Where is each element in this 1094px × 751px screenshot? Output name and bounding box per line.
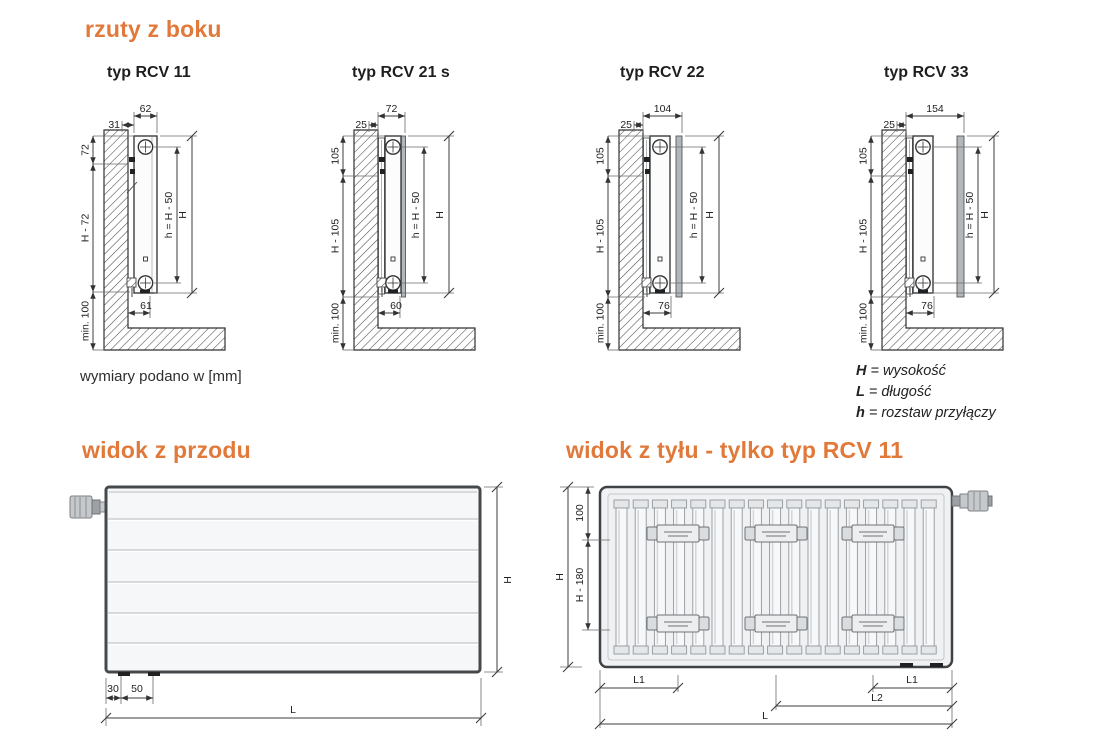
fin-segment <box>921 500 936 508</box>
fin-segment <box>768 646 783 654</box>
dim-connection: 61 <box>140 300 152 312</box>
heading-rear-view: widok z tyłu - tylko typ RCV 11 <box>566 437 904 463</box>
fin-segment <box>825 500 840 508</box>
fin-segment <box>748 646 763 654</box>
dim-height: H <box>979 211 991 219</box>
units-caption: wymiary podano w [mm] <box>80 368 242 385</box>
dim-l2: L2 <box>871 692 883 704</box>
dim-wall-mid: H - 105 <box>594 218 607 254</box>
fin-segment <box>672 646 687 654</box>
legend-definition: = rozstaw przyłączy <box>868 405 996 421</box>
legend-symbol: L <box>856 384 865 400</box>
legend-item-H <box>856 361 996 382</box>
dim-l1-right: L1 <box>906 674 918 686</box>
fin-segment <box>904 508 915 646</box>
fin-segment <box>883 646 898 654</box>
dim-depth: 62 <box>139 103 152 115</box>
fin-segment <box>921 646 936 654</box>
dim-wall-bottom: min. 100 <box>329 302 342 344</box>
dim-length: L <box>762 710 768 722</box>
wall-and-floor <box>882 130 1003 350</box>
fin-segment <box>729 646 744 654</box>
wall-and-floor <box>354 130 475 350</box>
dim-height: H <box>177 211 189 219</box>
dim-spacing: h = H - 50 <box>410 191 422 239</box>
dim-connection: 76 <box>921 300 933 312</box>
dim-offset: 25 <box>355 119 367 131</box>
dim-spacing: h = H - 50 <box>688 191 700 239</box>
dim-offset: 31 <box>108 119 120 131</box>
radiator-section <box>905 136 964 297</box>
dim-depth: 154 <box>926 103 944 115</box>
fin-segment <box>864 646 879 654</box>
dim-wall-top: 105 <box>329 147 342 165</box>
fin-segment <box>710 646 725 654</box>
type-label-rcv22: typ RCV 22 <box>620 64 705 81</box>
dim-l1-left: L1 <box>633 674 645 686</box>
side-view-rcv11-diagram <box>80 100 320 365</box>
dim-depth: 104 <box>653 103 672 115</box>
mounting-bracket <box>647 615 709 632</box>
dim-height: H <box>554 573 566 581</box>
fin-segment <box>731 508 742 646</box>
fin-segment <box>633 646 648 654</box>
dim-wall-top: 72 <box>79 144 92 156</box>
fin-segment <box>923 508 934 646</box>
fin-segment <box>806 500 821 508</box>
radiator-section <box>127 136 157 297</box>
dim-height: H <box>434 211 446 219</box>
fin-segment <box>864 500 879 508</box>
fin-segment <box>902 500 917 508</box>
dim-wall-top: 105 <box>594 147 607 165</box>
dim-offset: 25 <box>883 119 895 131</box>
dim-foot-50: 50 <box>131 683 143 695</box>
fin-segment <box>691 500 706 508</box>
legend-definition: = wysokość <box>870 363 946 379</box>
legend-symbol: H <box>856 363 867 379</box>
bottom-valve <box>127 276 153 297</box>
fin-segment <box>808 508 819 646</box>
rear-valve <box>952 491 992 511</box>
wall-and-floor <box>104 130 225 350</box>
fin-segment <box>748 500 763 508</box>
fin-segment <box>844 646 859 654</box>
fin-segment <box>616 508 627 646</box>
dim-top-100: 100 <box>574 504 586 522</box>
legend-item-h <box>856 403 996 424</box>
dim-connection: 60 <box>390 300 402 312</box>
legend <box>856 361 996 424</box>
dim-spacing: h = H - 50 <box>964 191 976 239</box>
side-view-rcv33-diagram <box>858 100 1094 365</box>
heading-front-view: widok z przodu <box>82 437 251 463</box>
fin-segment <box>729 500 744 508</box>
dim-spacing: h = H - 50 <box>163 191 175 239</box>
fin-segment <box>652 646 667 654</box>
legend-item-L <box>856 382 996 403</box>
dim-wall-top: 105 <box>857 147 870 165</box>
dim-connection: 76 <box>658 300 670 312</box>
dim-wall-bottom: min. 100 <box>594 302 607 344</box>
dim-wall-mid: H - 105 <box>329 218 342 254</box>
fin-segment <box>844 500 859 508</box>
dim-depth: 72 <box>385 103 398 115</box>
front-view-diagram <box>60 470 540 751</box>
legend-symbol: h <box>856 405 865 421</box>
dim-height: H <box>502 576 514 584</box>
fin-segment <box>806 646 821 654</box>
fin-segment <box>712 508 723 646</box>
type-label-rcv21s: typ RCV 21 s <box>352 64 450 81</box>
radiator-section <box>377 136 406 297</box>
dim-wall-bottom: min. 100 <box>79 300 92 342</box>
dim-length: L <box>290 704 296 716</box>
side-view-rcv21s-diagram <box>330 100 570 365</box>
mounting-bracket <box>647 525 709 542</box>
fin-segment <box>614 500 629 508</box>
dim-mid-h180: H - 180 <box>574 567 586 603</box>
dim-offset-30: 30 <box>107 683 119 695</box>
type-label-rcv33: typ RCV 33 <box>884 64 969 81</box>
fin-segment <box>787 646 802 654</box>
fin-segment <box>635 508 646 646</box>
fin-segment <box>691 646 706 654</box>
legend-definition: = długość <box>868 384 932 400</box>
fin-segment <box>710 500 725 508</box>
thermostat-valve <box>70 496 106 518</box>
dim-offset: 25 <box>620 119 632 131</box>
side-view-rcv22-diagram <box>595 100 835 365</box>
mounting-bracket <box>842 525 904 542</box>
fin-segment <box>787 500 802 508</box>
fin-segment <box>672 500 687 508</box>
radiator-front-panel <box>106 487 480 676</box>
dim-wall-mid: H - 72 <box>79 213 92 243</box>
fin-segment <box>883 500 898 508</box>
dim-wall-bottom: min. 100 <box>857 302 870 344</box>
fin-segment <box>825 646 840 654</box>
mounting-bracket <box>842 615 904 632</box>
mounting-bracket <box>745 525 807 542</box>
rear-view-diagram <box>552 470 1092 751</box>
fin-segment <box>633 500 648 508</box>
mounting-bracket <box>745 615 807 632</box>
fin-segment <box>827 508 838 646</box>
dim-wall-mid: H - 105 <box>857 218 870 254</box>
dim-height: H <box>704 211 716 219</box>
fin-segment <box>768 500 783 508</box>
heading-side-views: rzuty z boku <box>85 16 222 42</box>
fin-segment <box>614 646 629 654</box>
fin-segment <box>652 500 667 508</box>
fin-segment <box>902 646 917 654</box>
type-label-rcv11: typ RCV 11 <box>107 64 191 81</box>
radiator-section <box>642 136 682 297</box>
